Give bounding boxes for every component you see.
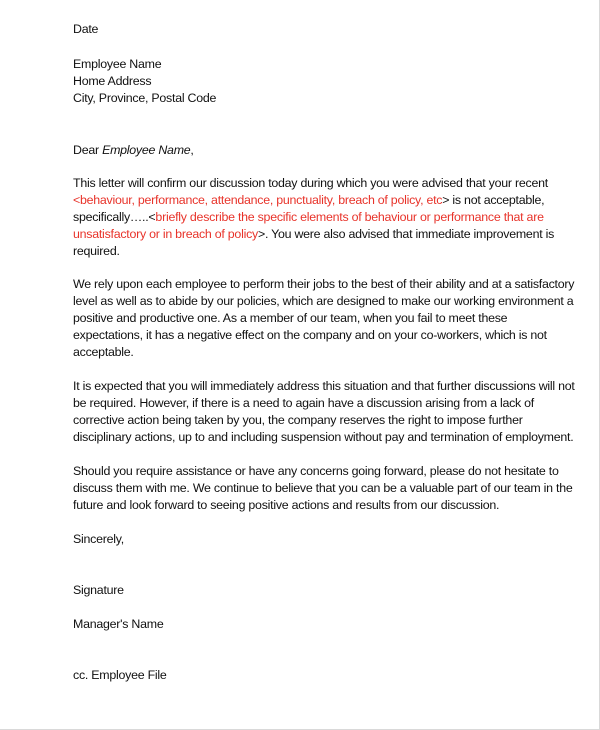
- recipient-name: Employee Name: [73, 57, 162, 71]
- salutation: Dear Employee Name,: [73, 143, 194, 157]
- placeholder-behaviour: <behaviour, performance, attendance, punctuality, breach of policy, etc: [73, 193, 443, 207]
- paragraph-2: We rely upon each employee to perform their jobs to the best of their ability and at a satisfactory level as well as to abide by our policies, which are designed to make our working environment a positive and productive one. As a member of our team, when you fail to meet these expectations, it has a negative effect on the company and on your co-workers, which is not acceptable.: [73, 277, 575, 359]
- placeholder-description: briefly describe the specific elements of behaviour or performance that are: [155, 210, 544, 224]
- manager-name: Manager's Name: [73, 617, 164, 631]
- paragraph-3: It is expected that you will immediately address this situation and that further discussions will not be required. However, if there is a need to again have a discussion arising from a lack of corrective action being taken by you, the company reserves the right to impose further disciplinary actions, up to and including suspension without pay and termination of employment.: [73, 379, 575, 444]
- date-line: Date: [73, 22, 99, 36]
- cc-line: cc. Employee File: [73, 668, 167, 682]
- recipient-city: City, Province, Postal Code: [73, 91, 217, 105]
- closing: Sincerely,: [73, 532, 124, 546]
- recipient-address: [73, 56, 543, 107]
- signature-line: Signature: [73, 583, 124, 597]
- paragraph-4: Should you require assistance or have any concerns going forward, please do not hesitate to discuss them with me. We continue to believe that you can be a valuable part of our team in the future and look forward to seeing positive actions and results from our discussion.: [73, 464, 573, 512]
- salutation-name: Employee Name: [102, 143, 191, 157]
- recipient-home-address: Home Address: [73, 74, 152, 88]
- paragraph-1: This letter will confirm our discussion today during which you were advised that your recent <behaviour, performance, attendance, punctuality, breach of policy, etc> is not acceptable, specifically…..<briefly describe the specific elements of behaviour or performance that are unsatisfactory or in breach of policy>. You were also advised that immediate improvement is required.: [73, 176, 555, 258]
